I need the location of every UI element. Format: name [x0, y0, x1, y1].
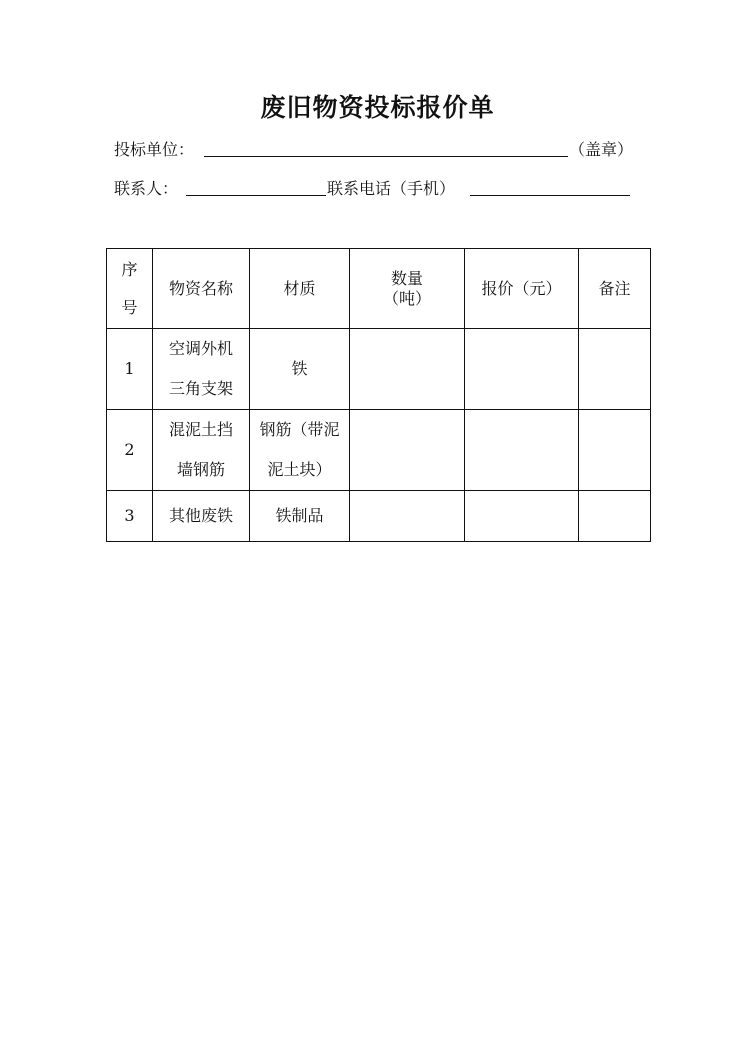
cell-price[interactable] — [465, 410, 579, 491]
cell-material: 钢筋（带泥 泥土块） — [250, 410, 350, 491]
contact-person-label: 联系人： — [114, 179, 179, 198]
cell-name: 混泥土挡 墙钢筋 — [153, 410, 250, 491]
bidder-label: 投标单位： — [114, 140, 195, 159]
contact-person-blank[interactable] — [186, 177, 326, 196]
contact-phone-blank[interactable] — [470, 177, 630, 196]
cell-remark[interactable] — [579, 491, 651, 542]
table-header-row — [107, 249, 651, 329]
seal-label: （盖章） — [569, 140, 634, 159]
cell-seq: 3 — [107, 491, 153, 542]
cell-name: 其他废铁 — [153, 491, 250, 542]
cell-material: 铁制品 — [250, 491, 350, 542]
cell-material: 铁 — [250, 329, 350, 410]
cell-price[interactable] — [465, 329, 579, 410]
header-remark: 备注 — [579, 249, 651, 329]
header-name: 物资名称 — [153, 249, 250, 329]
header-seq: 序 号 — [107, 249, 153, 329]
table-row — [107, 410, 651, 491]
table-row — [107, 329, 651, 410]
document-title: 废旧物资投标报价单 — [260, 93, 495, 122]
cell-quantity[interactable] — [350, 329, 465, 410]
bidder-blank[interactable] — [204, 138, 568, 157]
cell-seq: 1 — [107, 329, 153, 410]
header-price: 报价（元） — [465, 249, 579, 329]
cell-name: 空调外机 三角支架 — [153, 329, 250, 410]
cell-remark[interactable] — [579, 329, 651, 410]
cell-quantity[interactable] — [350, 410, 465, 491]
header-quantity: 数量 （吨） — [350, 249, 465, 329]
header-material: 材质 — [250, 249, 350, 329]
contact-phone-label: 联系电话（手机） — [327, 179, 456, 198]
cell-quantity[interactable] — [350, 491, 465, 542]
cell-price[interactable] — [465, 491, 579, 542]
quote-table — [106, 248, 651, 542]
table-row — [107, 491, 651, 542]
cell-seq: 2 — [107, 410, 153, 491]
cell-remark[interactable] — [579, 410, 651, 491]
